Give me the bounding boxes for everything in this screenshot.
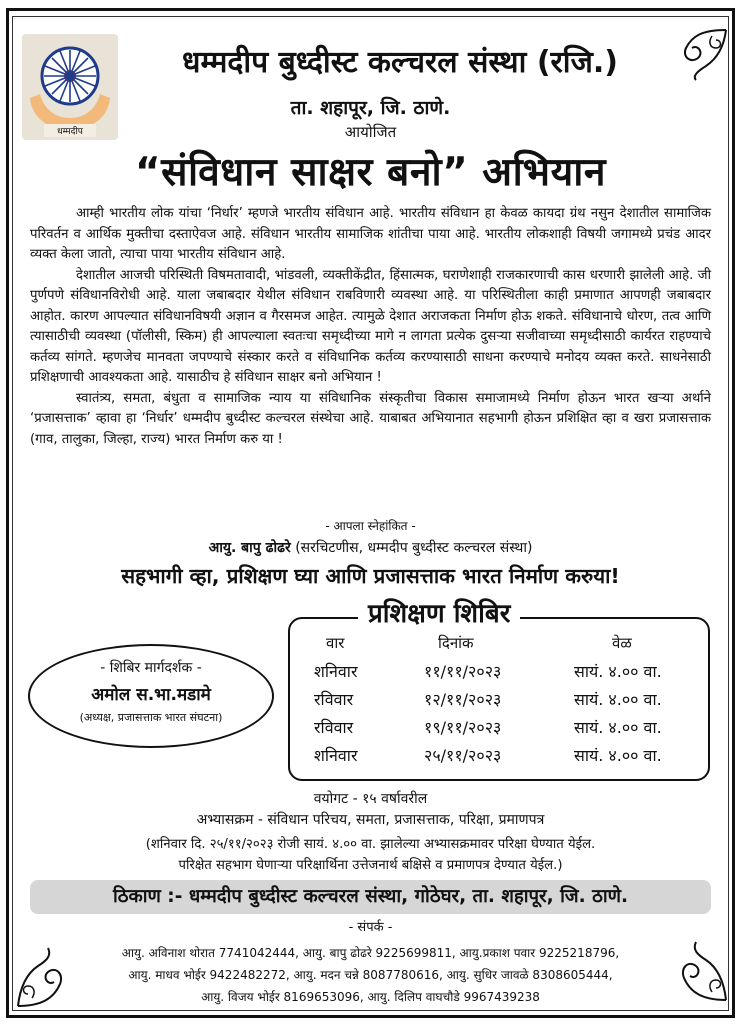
schedule-row-3-time: सायं. ४.०० वा. <box>574 718 662 737</box>
contact-line-2: आयु. माधव भोईर 9422482272, आयु. मदन चन्ने 8087780616, आयु. सुधिर जावळे 8308605444, <box>128 968 613 982</box>
exam-note-line-2: परिक्षेत सहभाग घेणाऱ्या परिक्षार्थिना उत्तेजनार्थ बक्षिसे व प्रमाणपत्र देण्यात येईल.) <box>178 858 563 873</box>
organization-place: ता. शहापूर, जि. ठाणे. <box>290 97 451 119</box>
paragraph-3: स्वातंत्र्य, समता, बंधुता व सामाजिक न्याय या संविधानिक संस्कृतीचा विकास समाजामध्ये निर्माण होऊन भारत खऱ्या अर्थाने ‘प्रजासत्ताक’ व्हावा हा ‘निर्धार’ धम्मदीप बुध्दीस्ट कल्चरल संस्थेचा आहे. याबाबत अभियानात सहभागी होऊन प्रशिक्षित व्हा व खरा प्रजासत्ताक (गाव, तालुका, जिल्हा, राज्य) भारत निर्माण करु या ! <box>30 390 711 447</box>
contact-line-3: आयु. विजय भोईर 8169653096, आयु. दिलिप वाघचौडे 9967439238 <box>201 990 540 1004</box>
schedule-row-2-time: सायं. ४.०० वा. <box>574 690 662 709</box>
schedule-row-4-time: सायं. ४.०० वा. <box>574 746 662 765</box>
schedule-header-date: दिनांक <box>438 634 474 652</box>
schedule-row-2-day: रविवार <box>314 690 354 709</box>
schedule-row-4-date: २५/११/२०२३ <box>424 746 502 765</box>
sender-name: आयु. बापु ढोढरे <box>208 540 291 556</box>
sender <box>0 538 741 557</box>
schedule-row-3-date: १९/११/२०२३ <box>424 718 502 737</box>
guide-description: (अध्यक्ष, प्रजासत्ताक भारत संघटना) <box>79 711 223 724</box>
sender-title: (सरचिटणीस, धम्मदीप बुध्दीस्ट कल्चरल संस्था) <box>295 540 533 556</box>
schedule-row-2-date: १२/११/२०२३ <box>424 690 502 709</box>
schedule-row-4-day: शनिवार <box>314 746 358 765</box>
syllabus: अभ्यासक्रम - संविधान परिचय, समता, प्रजासत्ताक, परिक्षा, प्रमाणपत्र <box>196 812 545 828</box>
logo-caption: धम्मदीप <box>57 127 83 137</box>
schedule-row-1-day: शनिवार <box>314 662 358 681</box>
camp-guide-oval <box>28 644 274 748</box>
schedule-row-1-date: ११/११/२०२३ <box>424 662 502 681</box>
guide-label: - शिबिर मार्गदर्शक - <box>100 660 202 676</box>
organized-label: आयोजित <box>344 123 397 141</box>
venue: ठिकाण :- धम्मदीप बुध्दीस्ट कल्चरल संस्था, गोठेघर, ता. शहापूर, जि. ठाणे. <box>30 880 711 914</box>
campaign-title: “संविधान साक्षर बनो” अभियान <box>135 150 606 195</box>
exam-note <box>0 834 741 876</box>
paragraph-1: आम्ही भारतीय लोक यांचा ‘निर्धार’ म्हणजे भारतीय संविधान आहे. भारतीय संविधान हा केवळ कायदा ग्रंथ नसुन देशातील सामाजिक परिवर्तन व आर्थिक मुक्तीचा दस्ताऐवज आहे. संविधान भारतीय सामाजिक शांतीचा पाया आहे. भारतीय लोकशाही विषयी जगामध्ये प्रचंड आदर व्यक्त केला जातो, त्याचा पाया भारतीय संविधान आहे. <box>30 206 711 262</box>
greeting: - आपला स्नेहांकित - <box>325 519 416 533</box>
exam-note-line-1: (शनिवार दि. २५/११/२०२३ रोजी सायं. ४.०० वा. झालेल्या अभ्यासक्रमावर परिक्षा घेण्यात येईल. <box>145 837 596 852</box>
contact-label: - संपर्क - <box>348 920 393 935</box>
contact-line-1: आयु. अविनाश थोरात 7741042444, आयु. बापु ढोढरे 9225699811, आयु.प्रकाश पवार 9225218796, <box>121 946 620 960</box>
schedule-header-day: वार <box>326 634 345 652</box>
guide-name: अमोल स.भा.मडामे <box>91 685 211 705</box>
slogan: सहभागी व्हा, प्रशिक्षण घ्या आणि प्रजासत्ताक भारत निर्माण करुया! <box>121 564 620 588</box>
contact-list <box>0 942 741 1008</box>
paragraph-2: देशातील आजची परिस्थिती विषमतावादी, भांडवली, व्यक्तीकेंद्रीत, हिंसात्मक, घराणेशाही राजकारणाची कास धरणारी झालेली आहे. जी पुर्णपणे संविधानविरोधी आहे. याला जबाबदार येथील संविधान राबविणारी व्यवस्था आहे. या परिस्थितीला काही प्रमाणात आपणही जबाबदार आहोत. कारण आपल्यात संविधानविषयी अज्ञान व गैरसमज आहेत. त्यामुळे देशात अराजकता निर्माण होऊ शकते. संविधानाचे धोरण, तत्व आणि त्यासाठीची व्यवस्था (पॉलीसी, स्किम) ही आपल्याला स्वतःचा समृध्दीच्या मागे न लागता प्रत्येक दुसऱ्या सजीवाच्या समृध्दीसाठी कार्यरत राहण्याचे कर्तव्य सांगते. म्हणजेच मानवता जपण्याचे संस्कार करते व संविधानिक कर्तव्य करण्यासाठी साधना करण्याचे मनोदय व्यक्त करते. साधनेसाठी प्रशिक्षणाची आवश्यकता आहे. यासाठीच हे संविधान साक्षर बनो अभियान ! <box>30 267 711 385</box>
body-text <box>30 204 711 450</box>
schedule-row-3-day: रविवार <box>314 718 354 737</box>
organization-name: धम्मदीप बुध्दीस्ट कल्चरल संस्था (रजि.) <box>182 45 618 80</box>
schedule-header-time: वेळ <box>612 634 632 652</box>
corner-ornament-top-right-icon <box>672 26 728 82</box>
schedule-row-1-time: सायं. ४.०० वा. <box>574 662 662 681</box>
age-group: वयोगट - १५ वर्षावरील <box>313 791 428 807</box>
camp-title: प्रशिक्षण शिबिर <box>358 594 520 630</box>
